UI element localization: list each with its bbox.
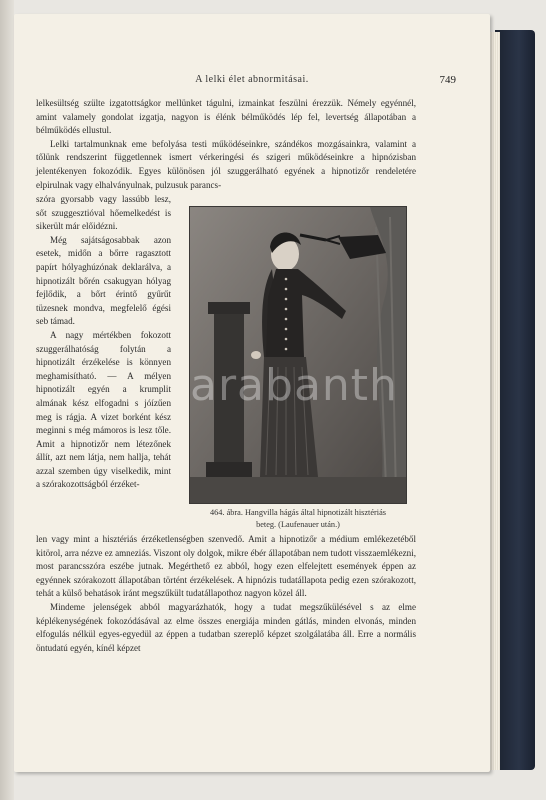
paragraph: Mindeme jelenségek abból magyarázhatók, hogy a tudat megszűkülésével s az elme képlékenységének fokozódásával az elme összes energiája minden gátlás, minden elvonás, minden elfogulás nélkül egyes-egyedül az éppen a tudatban szereplő képzet szolgálatába áll. Erre a normális öntudatú egyén, kínél képzet xyxy=(36,601,416,653)
paragraph: len vagy mint a hisztériás érzéketlenségben szenvedő. Amit a hipnotizőr a médium emlékezetéből kitörol, arra nézve ez amneziás. Viszont oly dolgok, mikre ébér állapotában nem tudott visszaemlékezni, most parancsszóra eszébe jutnak. Megérthető ez abból, hogy ezen elfelejtett események éppen az egyénnek szórakozott állapotában történt érzékelések. A hipnózis tudatállapota pedig ezen szórakozott, tehát a külső behatások iránt megszűkült tudatállapothoz nagyon közel áll. xyxy=(36,534,416,599)
caption-line: 464. ábra. Hangvilla hágás által hipnotizált hisztériás xyxy=(209,508,387,517)
book-cover-edge xyxy=(495,30,535,770)
paragraph: A nagy mértékben fokozott szuggerálhatóság folytán a hipnotizált érzékelése is könnyen meghamisítható. — A mélyen hipnotizált egyén a krumplit almának kész elfogadni s jóízűen meg is rágja. A vizet borként kész meginni s még mámoros is lesz tőle. Amit a hipnotizőr nem létezőnek állít, azt nem látja, nem hallja, tehát azzal szemben úgy viselkedik, mint a szórakozottságból érzéket- xyxy=(36,329,171,490)
body-text-left-column xyxy=(36,193,171,492)
figure-caption xyxy=(187,507,409,530)
body-text-top xyxy=(36,97,416,192)
paragraph: lelkesültség szülte izgatottságkor mellünket tágulni, izmainkat feszülni érezzük. Némely egyénnél, amint valamely gondolat izgatja, nagyon is élénk bélműködés lép fel, levertség állapotában a bélműködés ellustul. xyxy=(36,98,416,136)
body-text-bottom xyxy=(36,533,416,655)
running-head: A lelki élet abnormitásai. xyxy=(195,74,309,85)
watermark: arabanth xyxy=(190,360,398,411)
figure-photograph xyxy=(189,206,407,504)
paragraph: Még sajátságosabbak azon esetek, midőn a bőrre ragasztott papírt hólyaghúzónak deklarálva, a hipnotizált bőrén csakugyan hólyag fejlődik, a bőrt érintő gyűrűt tüzesnek mondva, megfelelő égési seb támad. xyxy=(36,234,171,327)
caption-line: beteg. (Laufenauer után.) xyxy=(256,519,340,529)
photograph-hypnotized-patient xyxy=(190,207,406,503)
page-number: 749 xyxy=(439,74,456,86)
paragraph: szóra gyorsabb vagy lassúbb lesz, sőt szuggesztióval hőemelkedést is sikerült már előidézni. xyxy=(36,194,171,232)
book-page xyxy=(14,14,490,772)
paragraph: Lelki tartalmunknak eme befolyása testi működéseinkre, szándékos mozgásainkra, valamint a tőlünk rendszerint függetlennek ismert vérkeringési és szigeri működéseinkre a hipnózisban jelentékenyen fokozódik. Egyes különösen jól szuggerálható egyének a hipnotizőr rendeletére elpirulnak vagy elhalványulnak, pulzusuk parancs- xyxy=(36,138,416,190)
book-page-edge xyxy=(0,0,14,800)
